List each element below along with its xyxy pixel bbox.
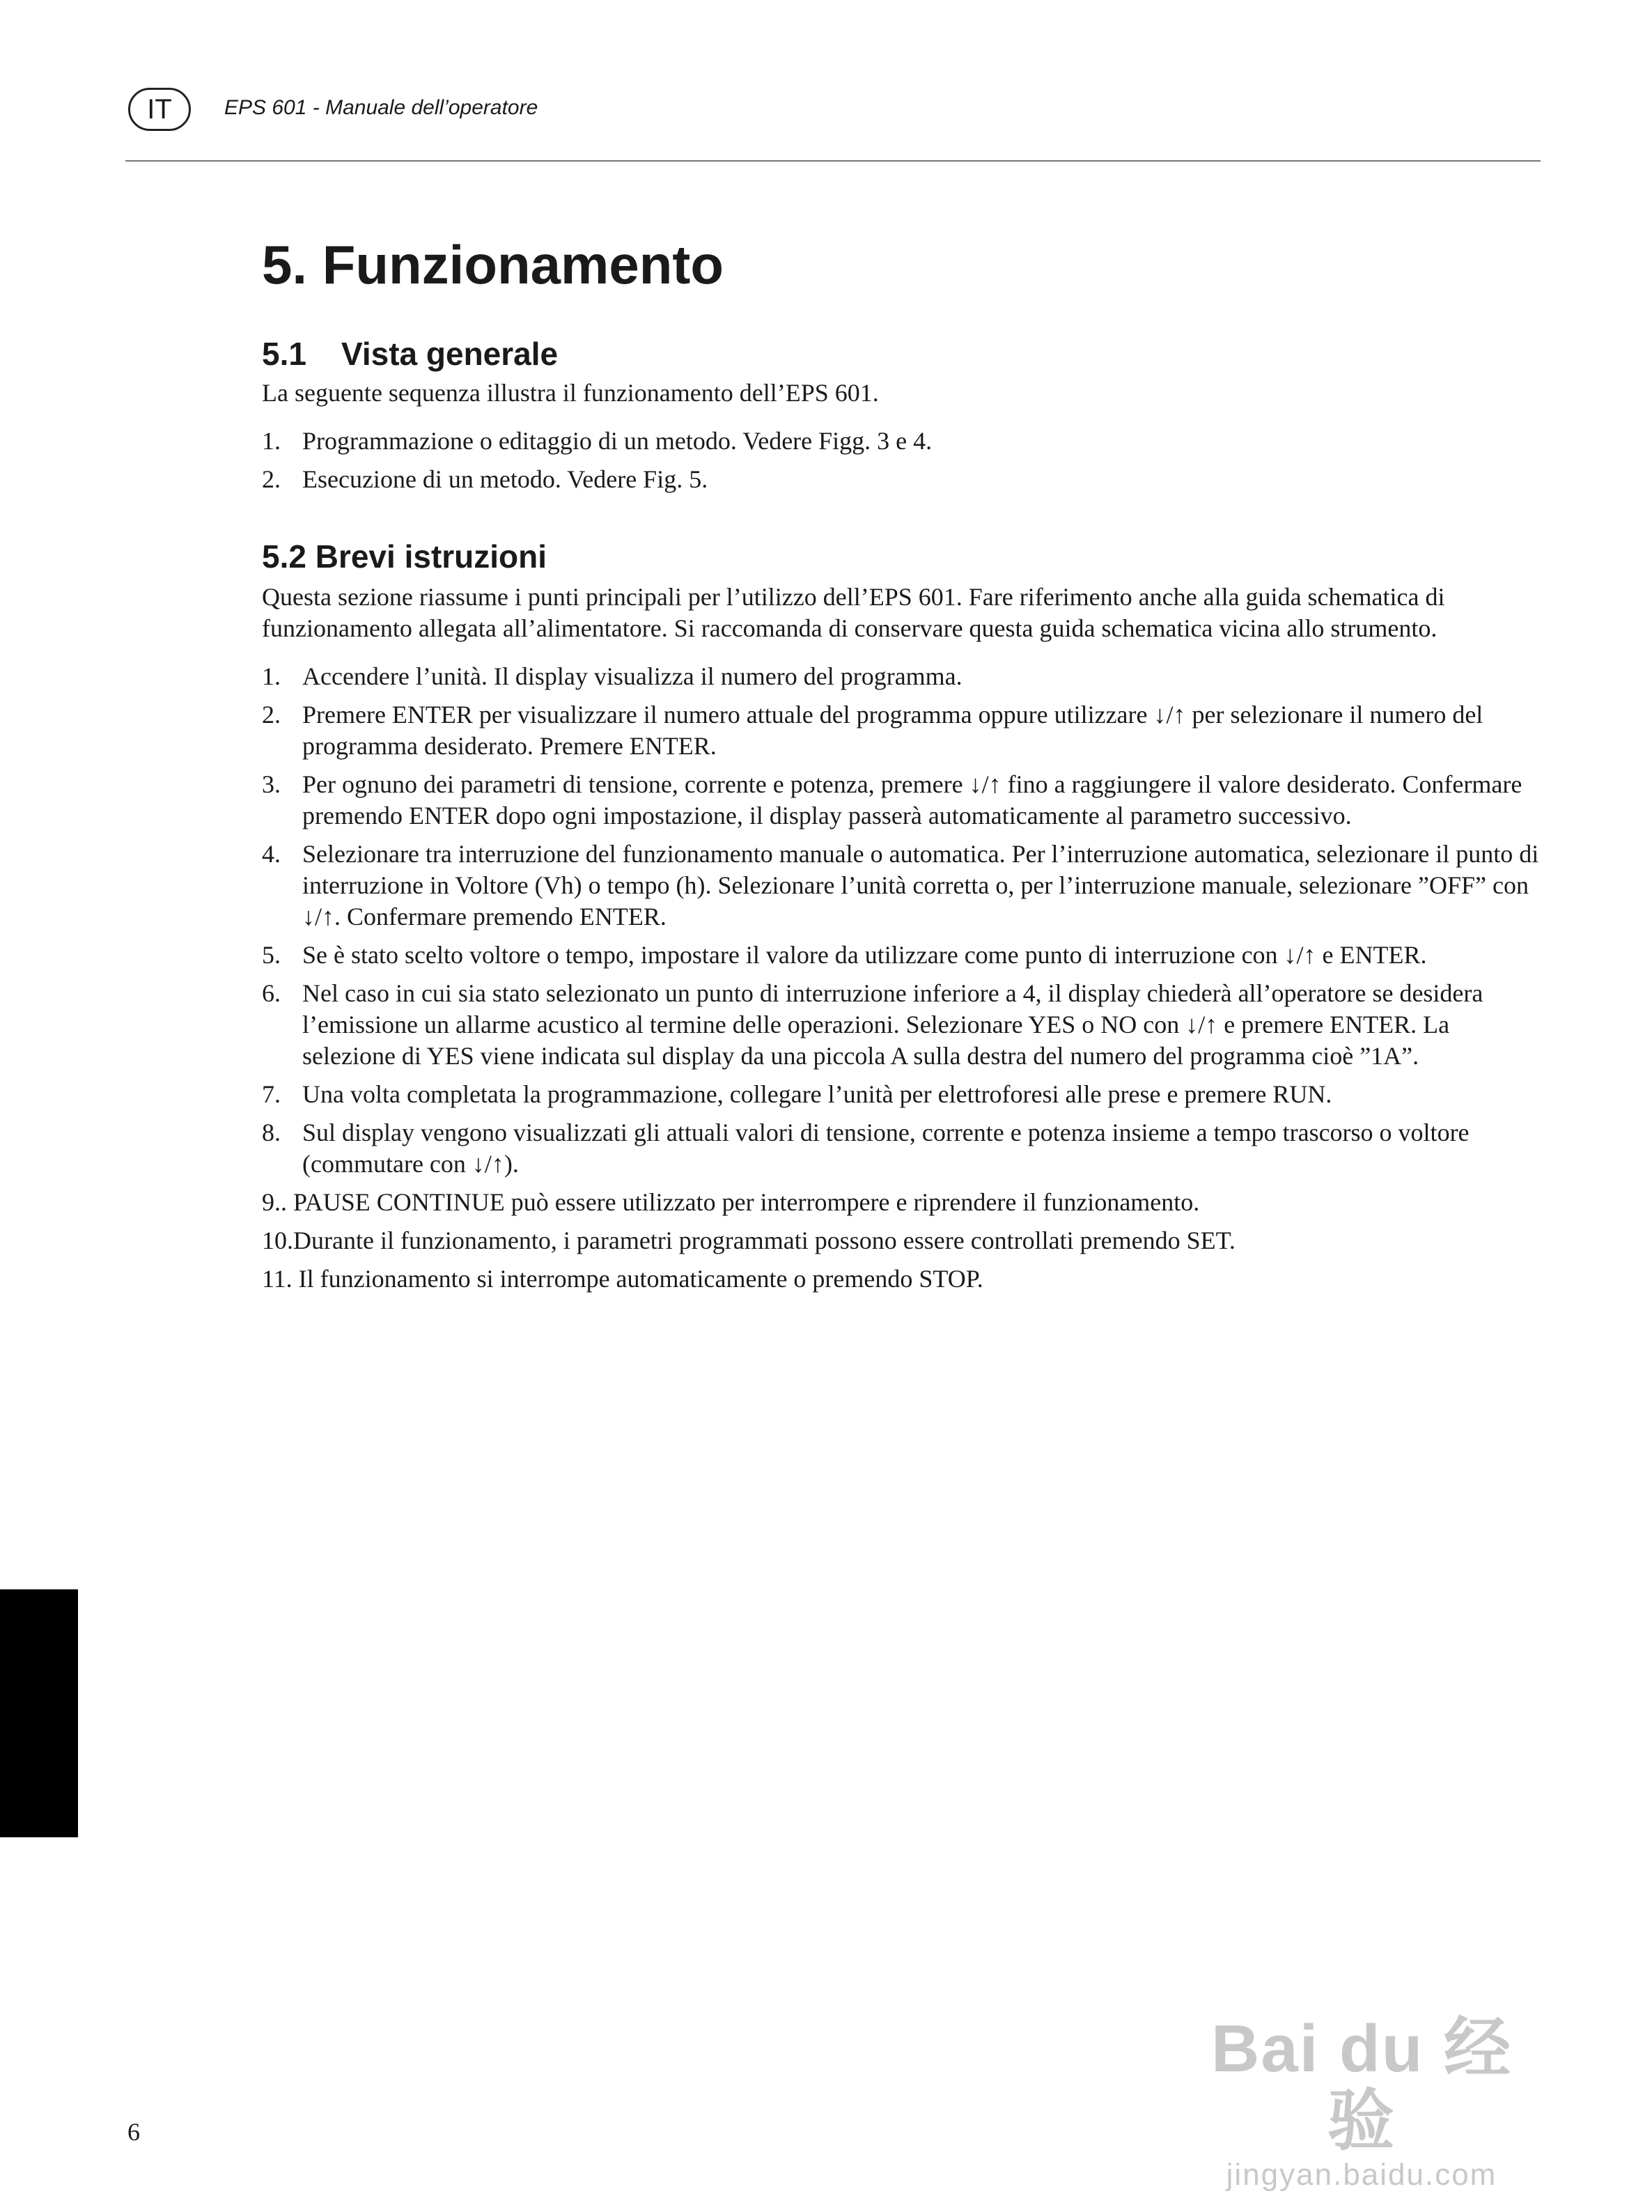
list-item <box>262 839 1543 933</box>
list-item-text: Premere ENTER per visualizzare il numero attuale del programma oppure utilizzare ↓/↑ per selezionare il numero del programma desiderato. Premere ENTER. <box>302 701 1483 760</box>
watermark-url: jingyan.baidu.com <box>1226 2158 1497 2192</box>
page-number: 6 <box>127 2118 140 2146</box>
list-item-text: Per ognuno dei parametri di tensione, corrente e potenza, premere ↓/↑ fino a raggiungere il valore desiderato. Confermare premendo ENTER dopo ogni impostazione, il display passerà automaticamente al parametro successivo. <box>302 770 1522 830</box>
list-item-text: Il funzionamento si interrompe automaticamente o premendo STOP. <box>298 1265 983 1293</box>
list-item-text: Esecuzione di un metodo. Vedere Fig. 5. <box>302 465 708 493</box>
list-item-number: 3. <box>262 770 281 798</box>
section-brevi-istruzioni <box>262 536 1543 1295</box>
list-item-number: 7. <box>262 1080 281 1108</box>
list-item <box>262 1187 1543 1218</box>
list-item-number: 6. <box>262 979 281 1007</box>
list-item <box>262 940 1543 971</box>
section-number: 5.1 <box>262 336 306 372</box>
list-item-number: 4. <box>262 840 281 868</box>
list-item <box>262 699 1543 762</box>
list-item-text: Una volta completata la programmazione, collegare l’unità per elettroforesi alle prese e premere RUN. <box>302 1080 1332 1108</box>
list-item <box>262 1225 1543 1256</box>
list-item <box>262 661 1543 692</box>
watermark <box>1180 2013 1543 2192</box>
header-divider <box>125 160 1541 162</box>
list-item <box>262 1263 1543 1295</box>
list-item <box>262 769 1543 832</box>
list-item-number: 10. <box>262 1226 293 1254</box>
language-badge: IT <box>128 88 191 131</box>
instructions-list <box>262 661 1543 1295</box>
running-header-title: EPS 601 - Manuale dell’operatore <box>224 96 538 119</box>
section-intro: Questa sezione riassume i punti principali per l’utilizzo dell’EPS 601. Fare riferimento anche alla guida schematica di funzionamento allegata all’alimentatore. Si raccomanda di conservare questa guida schematica vicina allo strumento. <box>262 583 1445 642</box>
list-item-text: Sul display vengono visualizzati gli attuali valori di tensione, corrente e potenza insieme a tempo trascorso o voltore (commutare con ↓/↑). <box>302 1119 1470 1178</box>
list-item-text: Accendere l’unità. Il display visualizza il numero del programma. <box>302 662 963 690</box>
chapter-title: 5. Funzionamento <box>262 234 724 295</box>
page-content <box>262 230 1543 1295</box>
list-item-number: 9.. <box>262 1188 287 1216</box>
list-item <box>262 426 1543 457</box>
list-item-number: 2. <box>262 701 281 729</box>
list-item <box>262 1117 1543 1180</box>
list-item-number: 2. <box>262 465 281 493</box>
section-title <box>262 333 1543 375</box>
section-thumb-tab <box>0 1589 78 1837</box>
list-item-number: 1. <box>262 662 281 690</box>
list-item-number: 8. <box>262 1119 281 1146</box>
list-item-text: PAUSE CONTINUE può essere utilizzato per interrompere e riprendere il funzionamento. <box>293 1188 1200 1216</box>
list-item-number: 5. <box>262 941 281 969</box>
section-title-text: Vista generale <box>341 336 559 372</box>
section-title: 5.2 Brevi istruzioni <box>262 538 547 575</box>
list-item <box>262 1079 1543 1110</box>
list-item-text: Programmazione o editaggio di un metodo. Vedere Figg. 3 e 4. <box>302 427 933 455</box>
list-item-text: Se è stato scelto voltore o tempo, impostare il valore da utilizzare come punto di interruzione con ↓/↑ e ENTER. <box>302 941 1427 969</box>
list-item <box>262 464 1543 495</box>
list-item-text: Nel caso in cui sia stato selezionato un punto di interruzione inferiore a 4, il display chiederà all’operatore se desidera l’emissione un allarme acustico al termine delle operazioni. Selezionare YES o NO con ↓/↑ e premere ENTER. La selezione di YES viene indicata sul display da una piccola A sulla destra del numero del programma cioè ”1A”. <box>302 979 1483 1070</box>
list-item-text: Durante il funzionamento, i parametri programmati possono essere controllati premendo SET. <box>293 1226 1236 1254</box>
section-intro: La seguente sequenza illustra il funzionamento dell’EPS 601. <box>262 379 879 407</box>
list-item-text: Selezionare tra interruzione del funzionamento manuale o automatica. Per l’interruzione automatica, selezionare il punto di interruzione in Voltore (Vh) o tempo (h). Selezionare l’unità corretta o, per l’interruzione manuale, selezionare ”OFF” con ↓/↑. Confermare premendo ENTER. <box>302 840 1539 930</box>
list-item-number: 11. <box>262 1265 293 1293</box>
overview-list <box>262 426 1543 495</box>
section-vista-generale <box>262 333 1543 495</box>
watermark-brand: Bai du 经验 <box>1210 2011 1512 2158</box>
list-item <box>262 978 1543 1072</box>
list-item-number: 1. <box>262 427 281 455</box>
